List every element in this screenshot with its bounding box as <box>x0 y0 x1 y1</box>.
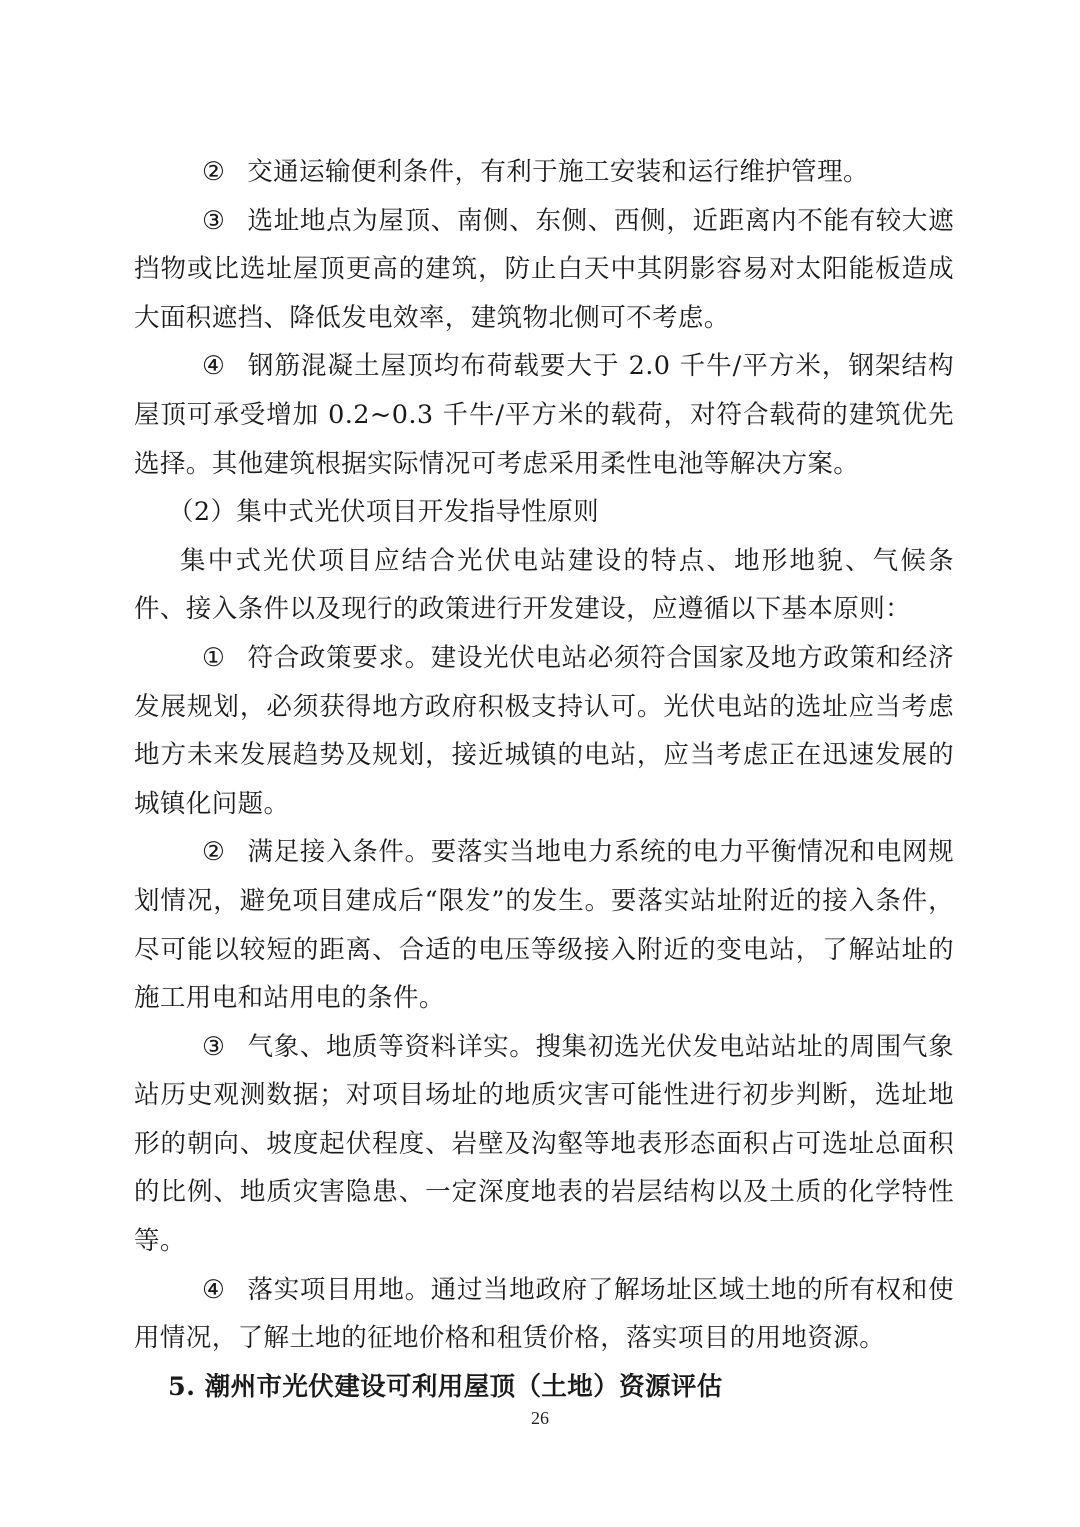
paragraph-item <box>134 148 954 197</box>
paragraph-item <box>134 1266 954 1363</box>
page-number: 26 <box>531 1408 549 1428</box>
body-text <box>134 148 954 1411</box>
item-number: ① <box>202 642 226 673</box>
subsection-title-text: （2）集中式光伏项目开发指导性原则 <box>168 497 600 528</box>
subsection-title <box>134 488 954 537</box>
item-number: ④ <box>202 351 226 382</box>
paragraph-text: 气象、地质等资料详实。搜集初选光伏发电站站址的周围气象站历史观测数据；对项目场址的地质灾害可能性进行初步判断，选址地形的朝向、坡度起伏程度、岩壁及沟壑等地表形态面积占可选址总面积的比例、地质灾害隐患、一定深度地表的岩层结构以及土质的化学特性等。 <box>134 1031 954 1257</box>
paragraph-text: 选址地点为屋顶、南侧、东侧、西侧，近距离内不能有较大遮挡物或比选址屋顶更高的建筑，防止白天中其阴影容易对太阳能板造成大面积遮挡、降低发电效率，建筑物北侧可不考虑。 <box>134 205 954 333</box>
paragraph-item <box>134 828 954 1022</box>
item-number: ④ <box>202 1274 226 1305</box>
paragraph-text: 满足接入条件。要落实当地电力系统的电力平衡情况和电网规划情况，避免项目建成后“限发”的发生。要落实站址附近的接入条件，尽可能以较短的距离、合适的电压等级接入附近的变电站，了解站址的施工用电和站用电的条件。 <box>134 837 954 1014</box>
intro-paragraph <box>134 537 954 634</box>
paragraph-text: 钢筋混凝土屋顶均布荷载要大于 2.0 千牛/平方米，钢架结构屋顶可承受增加 0.2~0.3 千牛/平方米的载荷，对符合载荷的建筑优先选择。其他建筑根据实际情况可考虑采用柔性电池等解决方案。 <box>134 351 954 479</box>
paragraph-text: 符合政策要求。建设光伏电站必须符合国家及地方政策和经济发展规划，必须获得地方政府积极支持认可。光伏电站的选址应当考虑地方未来发展趋势及规划，接近城镇的电站，应当考虑正在迅速发展的城镇化问题。 <box>134 642 954 819</box>
paragraph-text: 落实项目用地。通过当地政府了解场址区域土地的所有权和使用情况，了解土地的征地价格和租赁价格，落实项目的用地资源。 <box>134 1274 954 1354</box>
paragraph-item <box>134 1023 954 1266</box>
item-number: ② <box>202 157 226 187</box>
item-number: ② <box>202 837 226 868</box>
paragraph-text: 集中式光伏项目应结合光伏电站建设的特点、地形地貌、气候条件、接入条件以及现行的政策进行开发建设，应遵循以下基本原则： <box>134 545 954 625</box>
paragraph-item <box>134 197 954 343</box>
paragraph-text: 交通运输便利条件，有利于施工安装和运行维护管理。 <box>247 157 869 187</box>
item-number: ③ <box>202 205 226 236</box>
paragraph-item <box>134 342 954 488</box>
paragraph-item <box>134 634 954 828</box>
item-number: ③ <box>202 1031 226 1062</box>
section-heading: 5. 潮州市光伏建设可利用屋顶（土地）资源评估 <box>168 1371 723 1402</box>
